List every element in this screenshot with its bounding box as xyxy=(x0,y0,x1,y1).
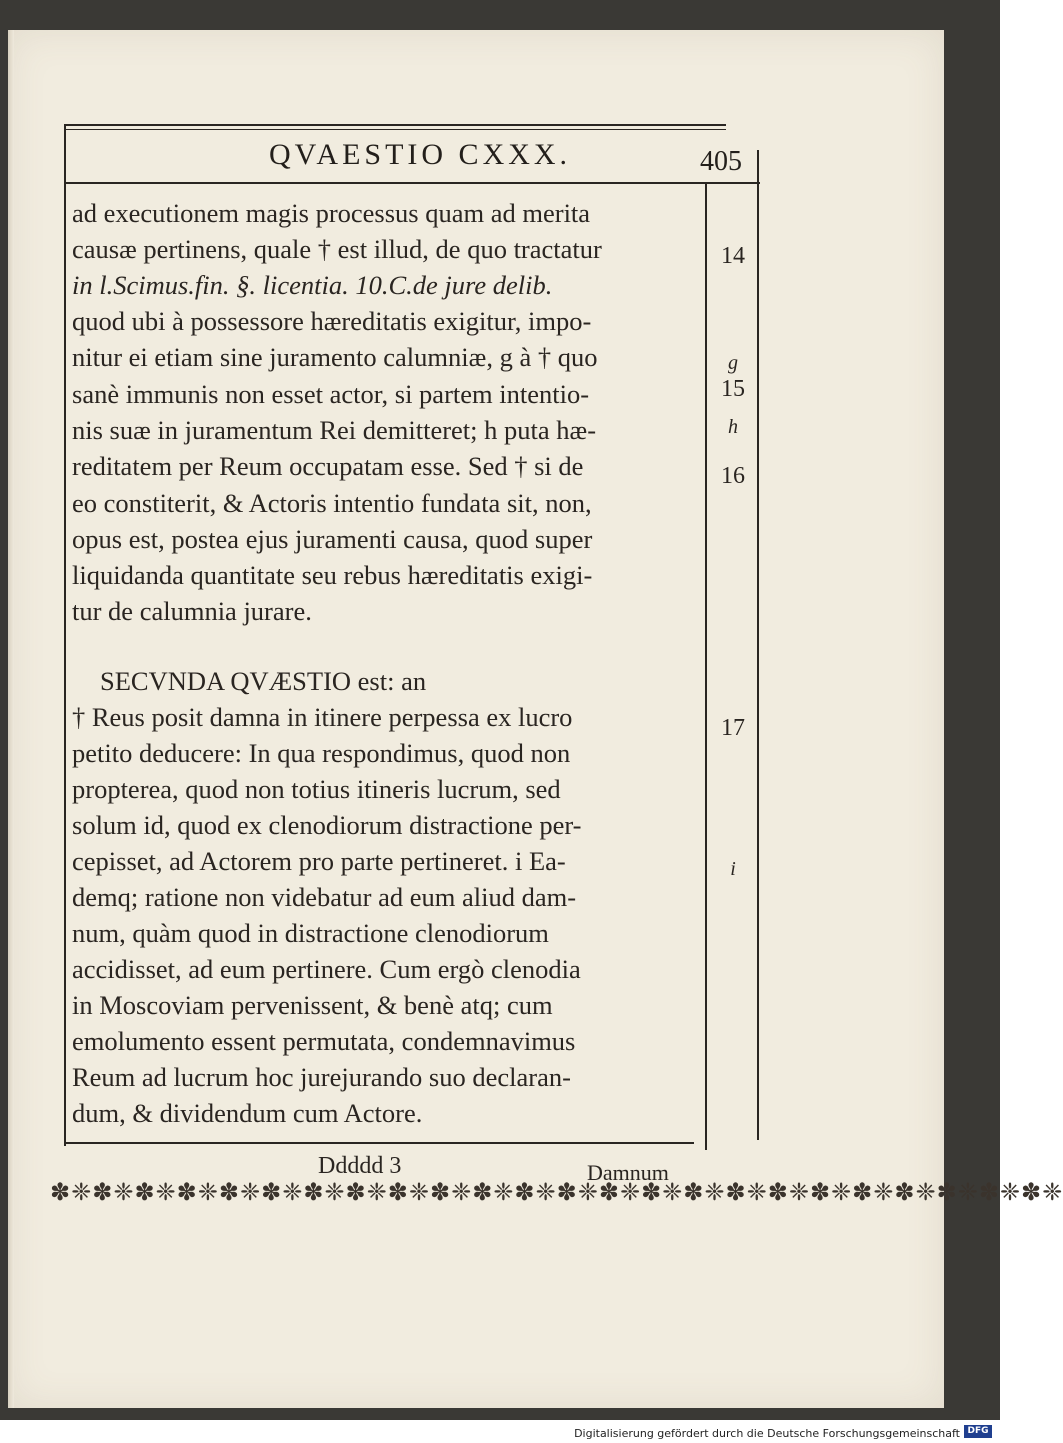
text-line: solum id, quod ex clenodiorum distractione per- xyxy=(72,810,582,840)
margin-note: 16 xyxy=(721,463,745,489)
running-head: QVAESTIO CXXX. xyxy=(268,138,572,171)
margin-note: h xyxy=(728,416,738,438)
ornament-band: ✽❈✽❈✽❈✽❈✽❈✽❈✽❈✽❈✽❈✽❈✽❈✽❈✽❈✽❈✽❈✽❈✽❈✽❈✽❈✽❈✽❈✽❈✽❈✽❈ xyxy=(50,1178,1063,1206)
text-line: opus est, postea ejus juramenti causa, quod super xyxy=(72,524,593,554)
margin-note: 17 xyxy=(721,715,745,741)
margin-note: i xyxy=(730,858,736,880)
left-frame-rule xyxy=(64,124,66,1146)
text-line: num, quàm quod in distractione clenodiorum xyxy=(72,918,549,948)
text-line: dum, & dividendum cum Actore. xyxy=(72,1098,423,1128)
dfg-logo: DFG xyxy=(964,1425,992,1438)
catchword: Damnum xyxy=(587,1160,669,1185)
margin-note: g xyxy=(728,352,738,374)
text-line: accidisset, ad eum pertinere. Cum ergò clenodia xyxy=(72,954,581,984)
text-line: sanè immunis non esset actor, si partem intentio- xyxy=(72,379,590,409)
page-number: 405 xyxy=(700,146,742,177)
text-line: liquidanda quantitate seu rebus hæreditatis exigi- xyxy=(72,560,593,590)
signature-mark: Ddddd 3 xyxy=(318,1153,402,1179)
text-line: propterea, quod non totius itineris lucrum, sed xyxy=(72,774,561,804)
text-line: tur de calumnia jurare. xyxy=(72,596,312,626)
text-line: in l.Scimus.fin. §. licentia. 10.C.de jure delib. xyxy=(72,270,553,300)
text-line: SECVNDA QVÆSTIO est: an xyxy=(100,666,427,696)
bottom-rule xyxy=(64,1142,694,1144)
text-line: nis suæ in juramentum Rei demitteret; h puta hæ- xyxy=(72,415,597,445)
margin-note: 15 xyxy=(721,376,745,402)
text-line: Reum ad lucrum hoc jurejurando suo declaran- xyxy=(72,1062,571,1092)
page-edge xyxy=(8,30,14,1408)
top-rule-inner xyxy=(66,129,726,130)
margin-right-rule xyxy=(757,150,759,1140)
text-line: petito deducere: In qua respondimus, quod non xyxy=(72,738,571,768)
header-underline xyxy=(66,182,760,184)
text-line: eo constiterit, & Actoris intentio fundata sit, non, xyxy=(72,488,592,518)
top-rule-outer xyxy=(66,124,726,126)
text-line: † Reus posit damna in itinere perpessa ex lucro xyxy=(72,702,573,732)
text-line: demq; ratione non videbatur ad eum aliud dam- xyxy=(72,882,577,912)
text-line: cepisset, ad Actorem pro parte pertineret. i Ea- xyxy=(72,846,566,876)
text-line: quod ubi à possessore hæreditatis exigitur, impo- xyxy=(72,306,592,336)
text-line: emolumento essent permutata, condemnavimus xyxy=(72,1026,576,1056)
margin-note: 14 xyxy=(721,243,745,269)
text-line: ad executionem magis processus quam ad merita xyxy=(72,198,591,228)
text-line: nitur ei etiam sine juramento calumniæ, g à † quo xyxy=(72,342,598,372)
text-line: reditatem per Reum occupatam esse. Sed † si de xyxy=(72,451,584,481)
text-line: in Moscoviam pervenissent, & benè atq; cum xyxy=(72,990,553,1020)
digitization-credit: Digitalisierung gefördert durch die Deutsche Forschungsgemeinschaft xyxy=(574,1427,960,1440)
text-column-right-rule xyxy=(705,182,707,1150)
text-line: causæ pertinens, quale † est illud, de quo tractatur xyxy=(72,234,602,264)
